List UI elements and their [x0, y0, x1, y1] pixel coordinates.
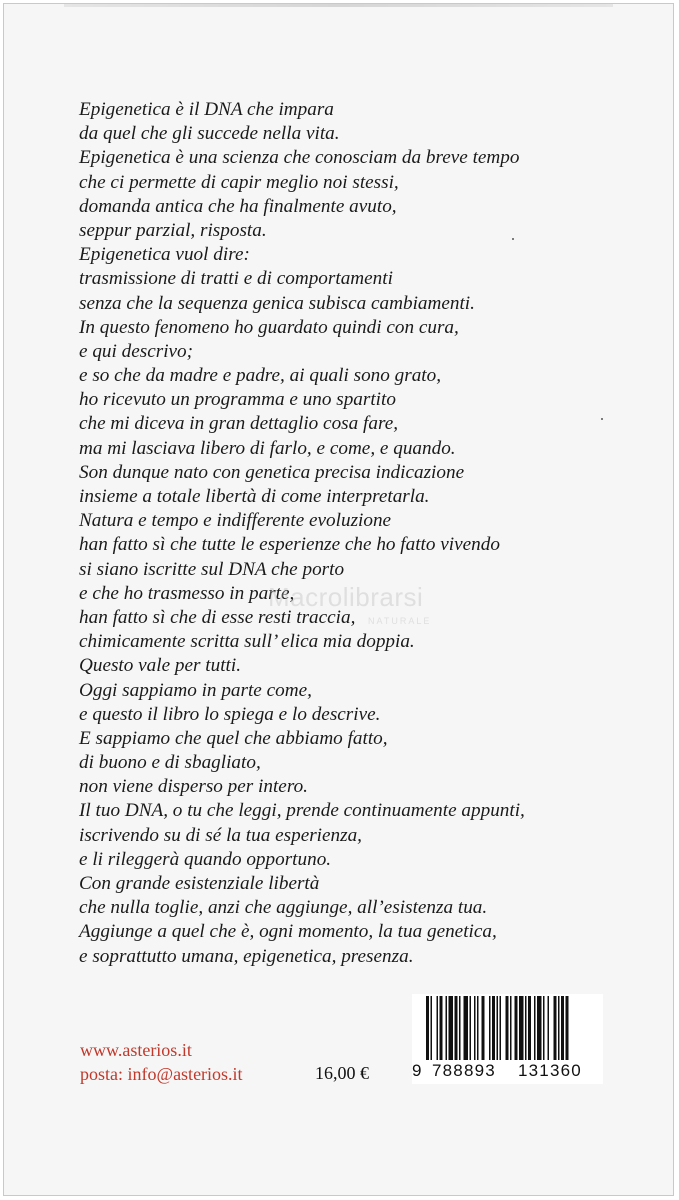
poem-line: Epigenetica è una scienza che conosciam da breve tempo: [79, 147, 520, 169]
poem-line: si siano iscritte sul DNA che porto: [79, 558, 345, 580]
poem-line: Natura e tempo e indifferente evoluzione: [79, 510, 392, 532]
cover-top-edge: [64, 4, 613, 7]
barcode-bar: [543, 996, 545, 1060]
poem-line: Epigenetica vuol dire:: [79, 244, 250, 266]
barcode-bar: [449, 996, 454, 1060]
barcode-bar: [558, 996, 560, 1060]
barcode-bar: [537, 996, 542, 1060]
poem-line: non viene disperso per intero.: [79, 776, 308, 798]
barcode-bar: [548, 996, 550, 1060]
poem-line: e qui descrivo;: [79, 340, 194, 362]
barcode-bar: [528, 996, 531, 1060]
watermark-tagline: NATURALE: [368, 616, 432, 626]
barcode-bar: [446, 996, 448, 1060]
poem-line: che nulla toglie, anzi che aggiunge, all’esistenza tua.: [79, 897, 488, 919]
barcode-bar: [554, 996, 557, 1060]
barcode-bar: [500, 996, 502, 1060]
poem-line: chimicamente scritta sull’ elica mia doppia.: [79, 631, 415, 653]
print-speck: [512, 238, 514, 240]
poem-line: han fatto sì che tutte le esperienze che ho fatto vivendo: [79, 534, 500, 556]
barcode-bar: [470, 996, 472, 1060]
barcode-bar: [482, 996, 485, 1060]
poem-line: e soprattutto umana, epigenetica, presenza.: [79, 945, 414, 967]
back-cover-poem: [79, 98, 639, 969]
poem-line: Epigenetica è il DNA che impara: [79, 99, 334, 120]
poem-line: trasmissione di tratti e di comportamenti: [79, 268, 393, 290]
poem-line: Con grande esistenziale libertà: [79, 873, 320, 894]
poem-line: Aggiunge a quel che è, ogni momento, la tua genetica,: [79, 921, 497, 943]
isbn-right-group: 131360: [518, 1061, 582, 1080]
poem-line: senza che la sequenza genica subisca cambiamenti.: [79, 292, 475, 314]
publisher-website-link[interactable]: www.asterios.it: [80, 1040, 192, 1060]
poem-line: seppur parzial, risposta.: [79, 219, 267, 241]
poem-line: E sappiamo che quel che abbiamo fatto,: [79, 727, 388, 749]
barcode-bar: [534, 996, 536, 1060]
poem-line: ma mi lasciava libero di farlo, e come, e quando.: [79, 437, 456, 459]
barcode-bar: [492, 996, 495, 1060]
poem-line: e li rileggerà quando opportuno.: [79, 848, 332, 870]
isbn-first-digit: 9: [412, 1061, 422, 1080]
barcode-bar: [519, 996, 524, 1060]
poem-line: Il tuo DNA, o tu che leggi, prende continuamente appunti,: [79, 800, 525, 822]
publisher-email-link[interactable]: posta: info@asterios.it: [80, 1064, 243, 1084]
poem-line: ho ricevuto un programma e uno spartito: [79, 389, 396, 411]
poem-line: da quel che gli succede nella vita.: [79, 123, 340, 145]
isbn-left-group: 788893: [432, 1061, 496, 1080]
barcode-bar: [561, 996, 564, 1060]
barcode-bar: [497, 996, 499, 1060]
barcode-bar: [459, 996, 461, 1060]
barcode-bar: [455, 996, 458, 1060]
poem-line: e questo il libro lo spiega e lo descrive.: [79, 703, 381, 725]
poem-line: Questo vale per tutti.: [79, 655, 241, 677]
poem-line: che ci permette di capir meglio noi stessi,: [79, 171, 399, 193]
barcode-bar: [464, 996, 469, 1060]
poem-line: han fatto sì che di esse resti traccia,: [79, 606, 356, 628]
barcode-bar: [510, 996, 512, 1060]
barcode-bars: [412, 994, 603, 1062]
poem-line: e so che da madre e padre, ai quali sono grato,: [79, 365, 442, 387]
poem-line: e che ho trasmesso in parte,: [79, 582, 295, 604]
barcode-bar: [477, 996, 479, 1060]
barcode-bar: [566, 996, 569, 1060]
poem-line: iscrivendo su di sé la tua esperienza,: [79, 824, 362, 846]
book-price: 16,00 €: [315, 1063, 369, 1083]
poem-line: che mi diceva in gran dettaglio cosa fare,: [79, 413, 399, 435]
barcode-bar: [474, 996, 476, 1060]
poem-line: Oggi sappiamo in parte come,: [79, 679, 312, 701]
barcode-bar: [437, 996, 439, 1060]
barcode-bar: [515, 996, 518, 1060]
barcode-bar: [431, 996, 433, 1060]
watermark-brand: Macrolibrarsi: [268, 582, 424, 612]
barcode-bar: [426, 996, 429, 1060]
barcode-bar: [440, 996, 443, 1060]
barcode-bar: [506, 996, 509, 1060]
print-speck: [601, 418, 603, 420]
poem-line: di buono e di sbagliato,: [79, 752, 261, 774]
poem-line: Son dunque nato con genetica precisa indicazione: [79, 461, 465, 483]
poem-line: In questo fenomeno ho guardato quindi con cura,: [79, 316, 459, 338]
poem-line: domanda antica che ha finalmente avuto,: [79, 195, 397, 217]
barcode-bar: [489, 996, 491, 1060]
poem-line: insieme a totale libertà di come interpretarla.: [79, 486, 430, 507]
barcode-bar: [525, 996, 527, 1060]
